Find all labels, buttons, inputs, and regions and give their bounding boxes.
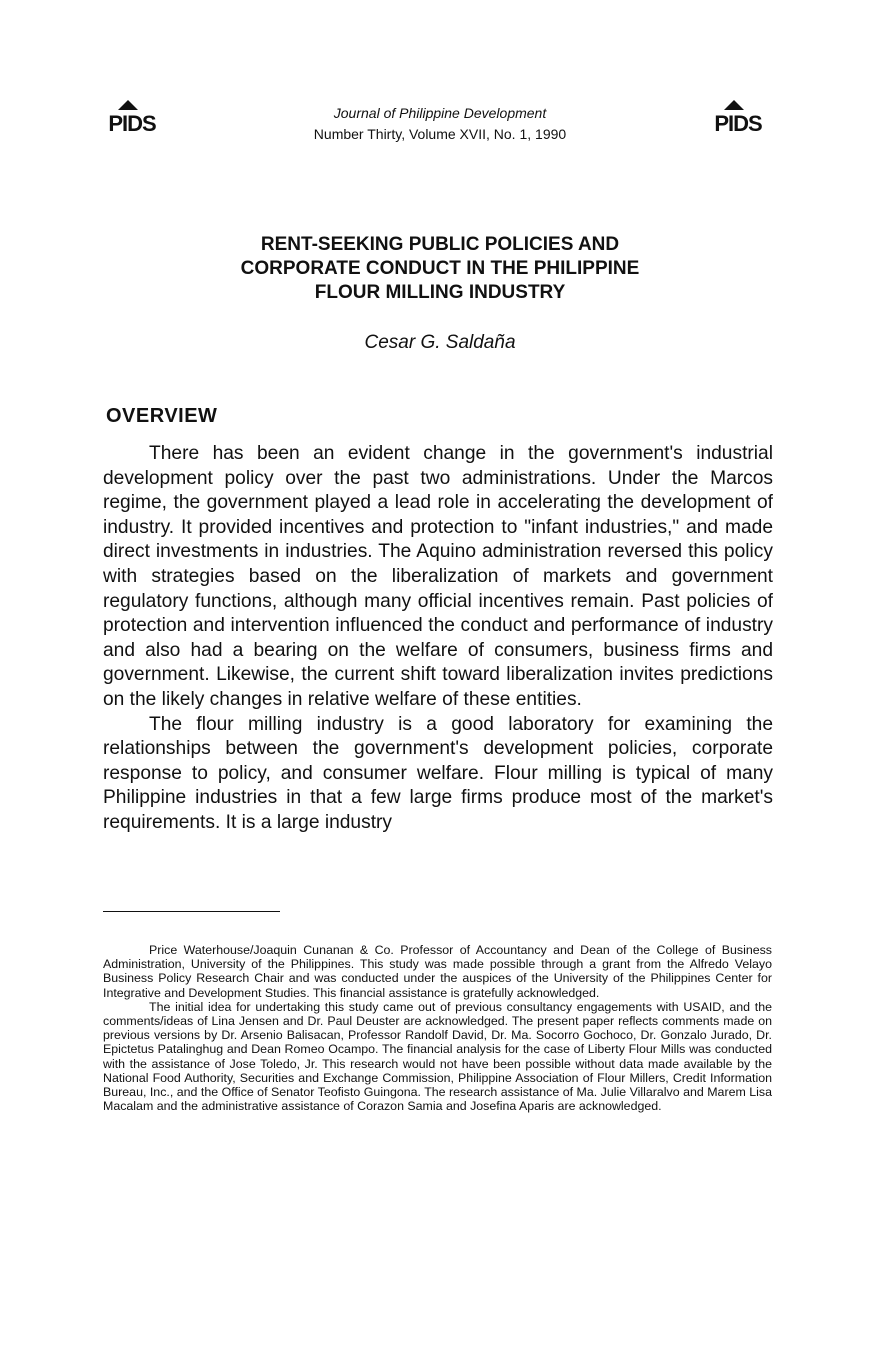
- journal-issue: Number Thirty, Volume XVII, No. 1, 1990: [313, 126, 567, 142]
- pids-logo-left: [100, 98, 164, 134]
- journal-header: [250, 103, 630, 145]
- section-heading: OVERVIEW: [106, 405, 218, 427]
- journal-title: Journal of Philippine Development: [333, 105, 547, 121]
- title-line: RENT-SEEKING PUBLIC POLICIES AND: [260, 234, 620, 255]
- svg-text:PIDS: PIDS: [714, 111, 762, 134]
- article-title: [140, 233, 740, 305]
- footnote-divider: [103, 911, 280, 912]
- author-name: Cesar G. Saldaña: [364, 332, 516, 353]
- body-text: [103, 442, 773, 836]
- footnote: The initial idea for undertaking this study came out of previous consultancy engagements with USAID, and the comments/ideas of Lina Jensen and Dr. Paul Deuster are acknowledged. The present paper reflects comments made on previous versions by Dr. Arsenio Balisacan, Professor Randolf David, Dr. Ma. Socorro Gochoco, Dr. Gonzalo Jurado, Dr. Epictetus Patalinghug and Dean Romeo Ocampo. The financial analysis for the case of Liberty Flour Mills was conducted with the assistance of Jose Toledo, Jr. This research would not have been possible without data made available by the National Food Authority, Securities and Exchange Commission, Philippine Association of Flour Millers, Credit Information Bureau, Inc., and the Office of Senator Teofisto Guingona. The research assistance of Ma. Julie Villaralvo and Marem Lisa Macalam and the administrative assistance of Corazon Samia and Josefina Aparis are acknowledged.: [103, 999, 772, 1114]
- pids-logo-right: [706, 98, 770, 134]
- pids-logo-icon: [706, 98, 770, 134]
- title-line: FLOUR MILLING INDUSTRY: [314, 282, 566, 303]
- paragraph: The flour milling industry is a good laboratory for examining the relationships between the government's development policies, corporate response to policy, and consumer welfare. Flour milling is typical of many Philippine industries in that a few large firms produce most of the market's requirements. It is a large industry: [103, 713, 773, 833]
- pids-logo-icon: [100, 98, 164, 134]
- paragraph: There has been an evident change in the government's industrial development policy over the past two administrations. Under the Marcos regime, the government played a lead role in accelerating the development of industry. It provided incentives and protection to "infant industries," and made direct investments in industries. The Aquino administration reversed this policy with strategies based on the liberalization of markets and government regulatory functions, although many official incentives remain. Past policies of protection and intervention influenced the conduct and performance of industry and also had a bearing on the welfare of consumers, business firms and government. Likewise, the current shift toward liberalization invites predictions on the likely changes in relative welfare of these entities.: [103, 443, 773, 710]
- footnotes: [103, 943, 772, 1113]
- title-line: CORPORATE CONDUCT IN THE PHILIPPINE: [240, 258, 640, 279]
- footnote: Price Waterhouse/Joaquin Cunanan & Co. Professor of Accountancy and Dean of the College of Business Administration, University of the Philippines. This study was made possible through a grant from the Alfredo Velayo Business Policy Research Chair and was conducted under the auspices of the University of the Philippines Center for Integrative and Development Studies. This financial assistance is gratefully acknowledged.: [103, 943, 772, 1000]
- svg-text:PIDS: PIDS: [108, 111, 156, 134]
